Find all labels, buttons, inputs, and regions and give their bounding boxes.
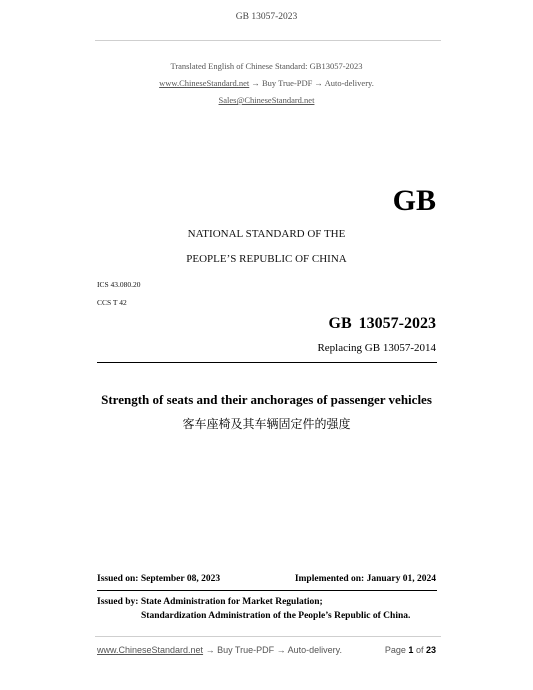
issuer-line2: Standardization Administration of the People’s Republic of China. <box>141 611 411 621</box>
national-standard-line2: PEOPLE’S REPUBLIC OF CHINA <box>186 253 347 265</box>
document-title-chinese: 客车座椅及其车辆固定件的强度 <box>182 417 351 431</box>
page-prefix: Page <box>384 645 406 655</box>
footer-purchase-text: → Buy True-PDF → Auto-delivery. <box>203 645 342 655</box>
email-link[interactable]: Sales@ChineseStandard.net <box>218 95 315 105</box>
footer-site-link[interactable]: www.ChineseStandard.net <box>97 645 204 655</box>
email-line <box>0 95 533 105</box>
site-link[interactable]: www.ChineseStandard.net <box>159 78 250 88</box>
page-total: 23 <box>425 645 436 655</box>
ccs-code: CCS T 42 <box>97 298 127 307</box>
issuer-line1: Issued by: State Administration for Market Regulation; <box>97 597 323 607</box>
gb-logo: GB <box>392 184 436 217</box>
implemented-date: Implemented on: January 01, 2024 <box>294 574 436 584</box>
document-title-english: Strength of seats and their anchorages of passenger vehicles <box>101 392 432 407</box>
purchase-notice-text: → Buy True-PDF → Auto-delivery. <box>249 78 374 88</box>
purchase-notice <box>0 78 533 88</box>
footer-purchase-line <box>97 645 342 655</box>
issued-date: Issued on: September 08, 2023 <box>97 574 221 584</box>
page-indicator <box>385 645 436 655</box>
standard-number: GB 13057-2023 <box>328 315 436 332</box>
header-divider <box>95 40 441 41</box>
running-header: GB 13057-2023 <box>235 12 298 22</box>
footer-divider <box>95 636 441 637</box>
page-current: 1 <box>408 645 414 655</box>
page-of: of <box>415 645 424 655</box>
national-standard-line1: NATIONAL STANDARD OF THE <box>187 228 346 240</box>
ics-code: ICS 43.080.20 <box>97 280 141 289</box>
replacing-note: Replacing GB 13057-2014 <box>317 342 436 354</box>
translation-notice: Translated English of Chinese Standard: GB13057-2023 <box>170 61 363 71</box>
dates-divider <box>97 590 437 591</box>
title-divider <box>97 362 437 363</box>
